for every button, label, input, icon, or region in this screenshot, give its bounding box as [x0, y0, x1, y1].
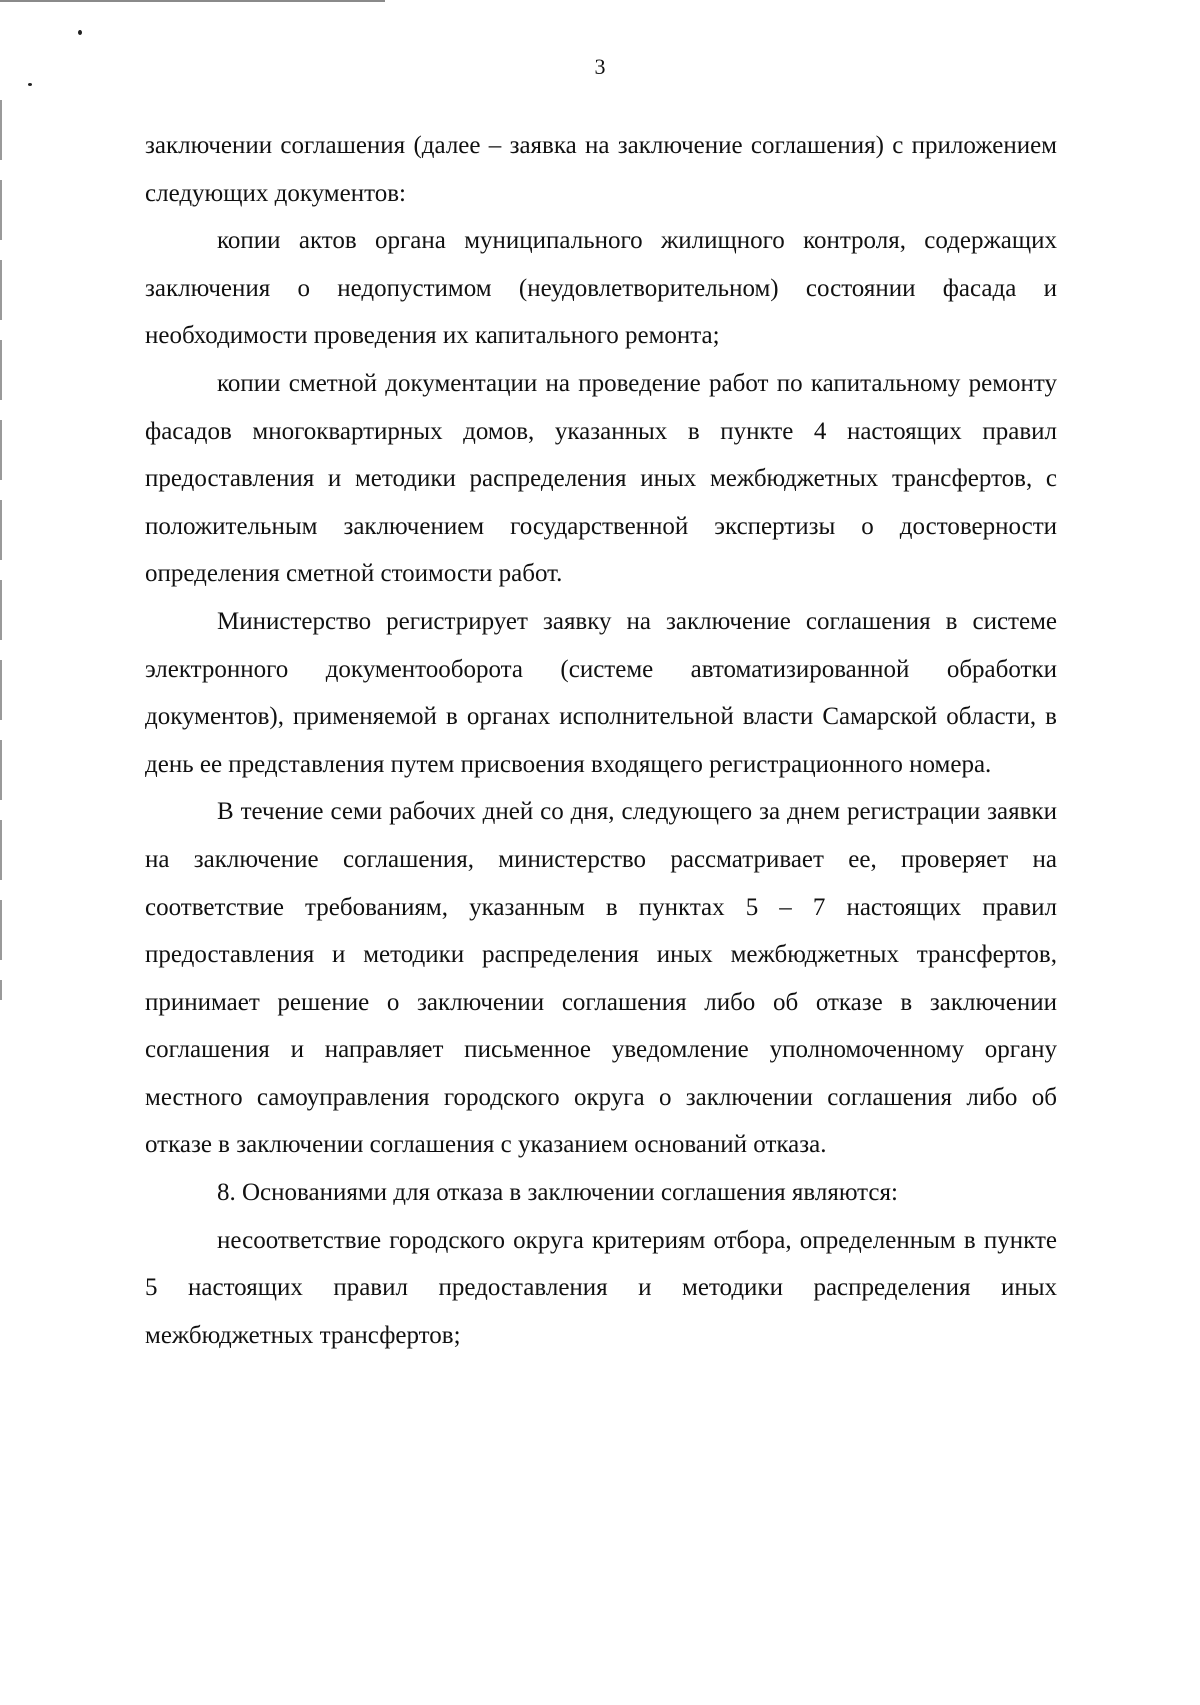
- document-body: [145, 122, 1057, 1359]
- paragraph-inspection-acts: копии актов органа муниципального жилищного контроля, содержащих заключения о недопустимом (неудовлетворительном) состоянии фасада и необходимости проведения их капитального ремонта;: [145, 227, 1057, 350]
- paragraph-application-continuation: заключении соглашения (далее – заявка на заключение соглашения) с приложением следующих документов:: [145, 132, 1057, 207]
- paragraph-clause-8-heading: 8. Основаниями для отказа в заключении соглашения являются:: [217, 1179, 898, 1207]
- paragraph-review-period: В течение семи рабочих дней со дня, следующего за днем регистрации заявки на заключение соглашения, министерство рассматривает ее, проверяет на соответствие требованиям, указанным в пунктах 5 – 7 настоящих правил предоставления и методики распределения иных межбюджетных трансфертов, принимает решение о заключении соглашения либо об отказе в заключении соглашения и направляет письменное уведомление уполномоченному органу местного самоуправления городского округа о заключении соглашения либо об отказе в заключении соглашения с указанием оснований отказа.: [145, 798, 1057, 1159]
- paragraph-refusal-reason-1: несоответствие городского округа критериям отбора, определенным в пункте 5 настоящих правил предоставления и методики распределения иных межбюджетных трансфертов;: [145, 1226, 1057, 1349]
- paragraph-estimate-documentation: копии сметной документации на проведение работ по капитальному ремонту фасадов многоквартирных домов, указанных в пункте 4 настоящих правил предоставления и методики распределения иных межбюджетных трансфертов, с положительным заключением государственной экспертизы о достоверности определения сметной стоимости работ.: [145, 369, 1057, 588]
- scan-left-edge-line: [0, 100, 2, 1000]
- paragraph-registration: Министерство регистрирует заявку на заключение соглашения в системе электронного документооборота (системе автоматизированной обработки документов), применяемой в органах исполнительной власти Самарской области, в день ее представления путем присвоения входящего регистрационного номера.: [145, 607, 1057, 778]
- scan-speck: [28, 83, 32, 86]
- page-number: 3: [594, 54, 606, 79]
- scan-top-edge-line: [0, 0, 385, 2]
- scan-speck: [78, 30, 82, 35]
